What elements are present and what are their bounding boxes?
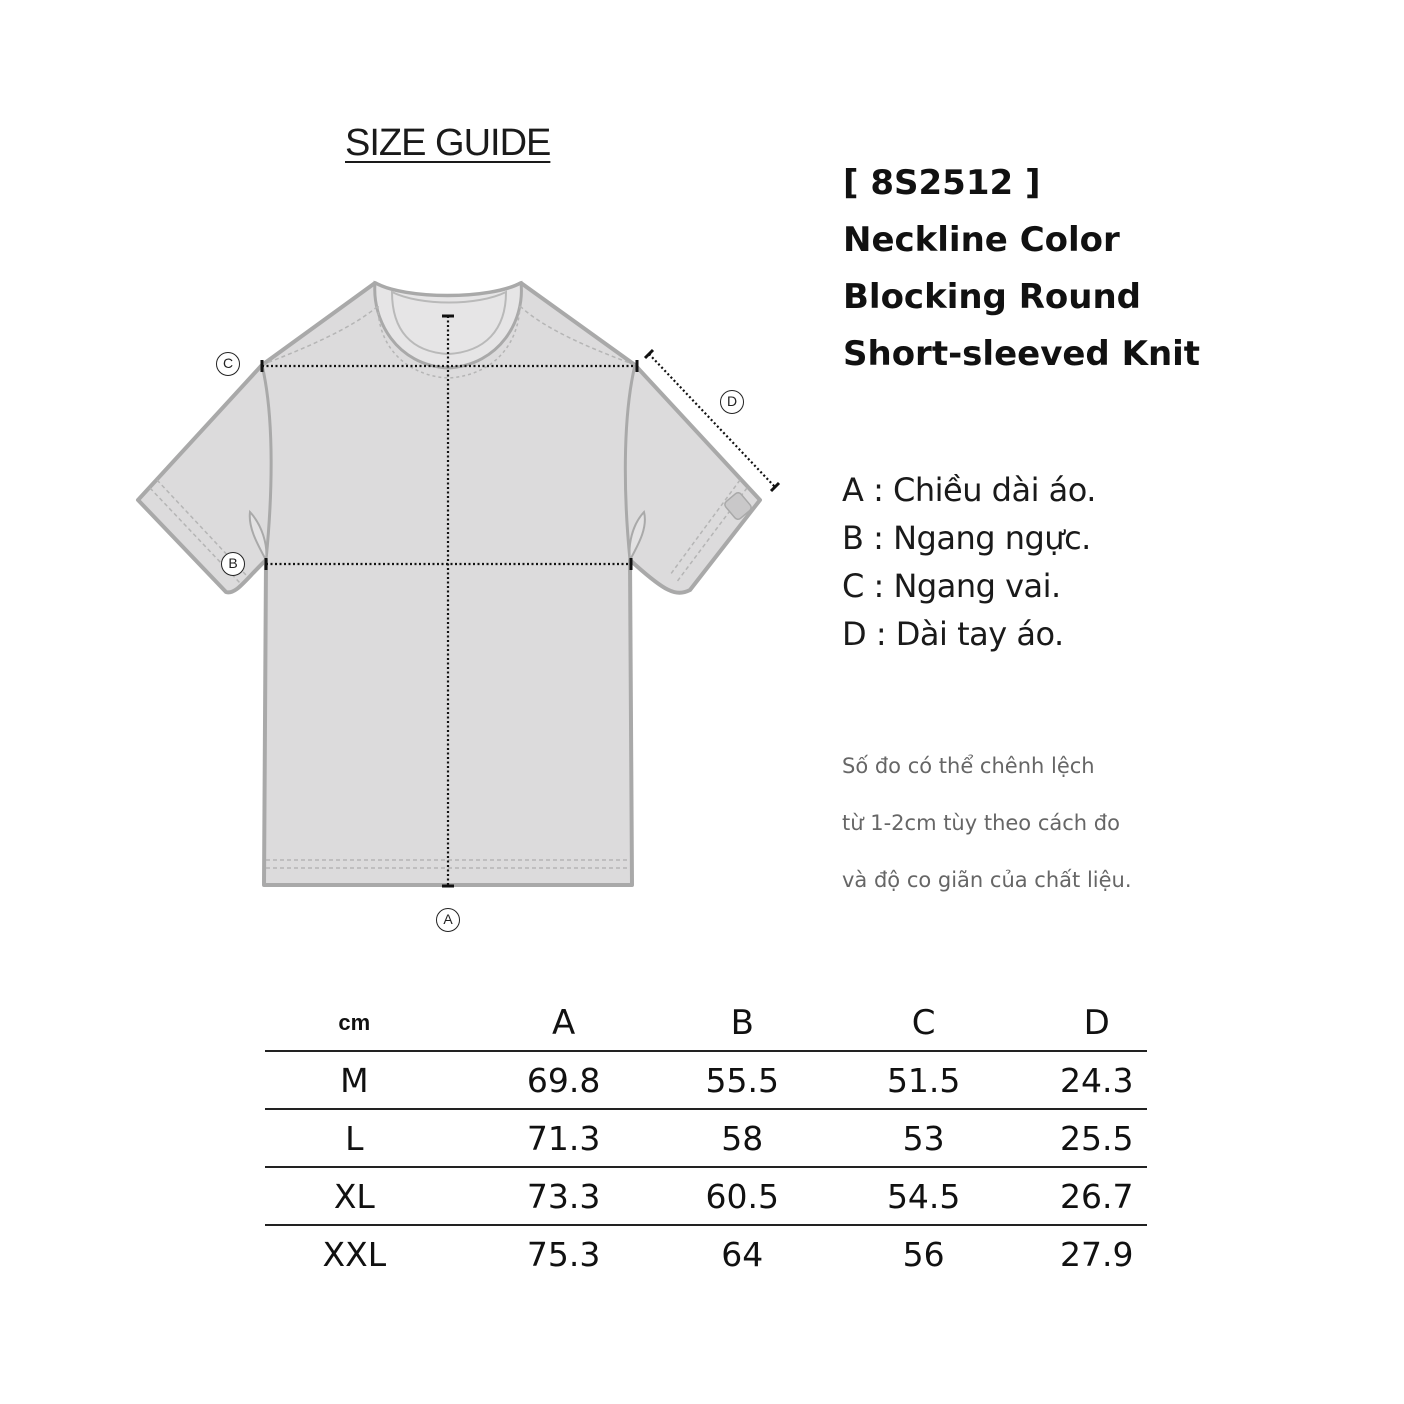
note-line: từ 1-2cm tùy theo cách đo xyxy=(842,811,1120,835)
legend-item-c: C : Ngang vai. xyxy=(842,567,1061,605)
measurement-legend xyxy=(842,466,1096,658)
page-title: SIZE GUIDE xyxy=(345,122,551,164)
product-name-line: Short-sleeved Knit xyxy=(843,334,1201,374)
table-cell: 64 xyxy=(684,1225,801,1282)
column-header-a: A xyxy=(552,1003,576,1043)
note-line: và độ co giãn của chất liệu. xyxy=(842,868,1132,892)
column-header-d: D xyxy=(1083,1003,1110,1043)
legend-item-a: A : Chiều dài áo. xyxy=(842,471,1096,509)
product-code: [ 8S2512 ] xyxy=(843,163,1041,203)
table-cell: 25.5 xyxy=(1046,1109,1147,1167)
marker-b: B xyxy=(221,552,245,576)
column-header-c: C xyxy=(911,1003,936,1043)
size-label: XXL xyxy=(265,1225,444,1282)
table-cell: 69.8 xyxy=(444,1051,684,1109)
column-header-unit: cm xyxy=(338,1010,371,1035)
table-row xyxy=(265,1109,1147,1167)
table-row xyxy=(265,1225,1147,1282)
note-line: Số đo có thể chênh lệch xyxy=(842,754,1095,778)
table-row xyxy=(265,1167,1147,1225)
legend-item-b: B : Ngang ngực. xyxy=(842,519,1091,557)
marker-a: A xyxy=(436,908,460,932)
product-name-line: Neckline Color xyxy=(843,220,1120,260)
table-cell: 51.5 xyxy=(801,1051,1047,1109)
table-cell: 53 xyxy=(801,1109,1047,1167)
size-table xyxy=(265,996,1147,1282)
table-cell: 24.3 xyxy=(1046,1051,1147,1109)
table-cell: 55.5 xyxy=(684,1051,801,1109)
measurement-note xyxy=(842,738,1132,909)
table-cell: 60.5 xyxy=(684,1167,801,1225)
size-label: L xyxy=(265,1109,444,1167)
table-cell: 27.9 xyxy=(1046,1225,1147,1282)
legend-item-d: D : Dài tay áo. xyxy=(842,615,1064,653)
marker-c: C xyxy=(216,352,240,376)
table-cell: 26.7 xyxy=(1046,1167,1147,1225)
table-cell: 58 xyxy=(684,1109,801,1167)
table-header-row xyxy=(265,996,1147,1051)
table-row xyxy=(265,1051,1147,1109)
table-cell: 73.3 xyxy=(444,1167,684,1225)
table-cell: 71.3 xyxy=(444,1109,684,1167)
table-cell: 75.3 xyxy=(444,1225,684,1282)
column-header-b: B xyxy=(730,1003,754,1043)
size-label: M xyxy=(265,1051,444,1109)
marker-d: D xyxy=(720,390,744,414)
table-cell: 56 xyxy=(801,1225,1047,1282)
product-name-line: Blocking Round xyxy=(843,277,1142,317)
size-label: XL xyxy=(265,1167,444,1225)
table-cell: 54.5 xyxy=(801,1167,1047,1225)
product-heading xyxy=(843,155,1363,383)
